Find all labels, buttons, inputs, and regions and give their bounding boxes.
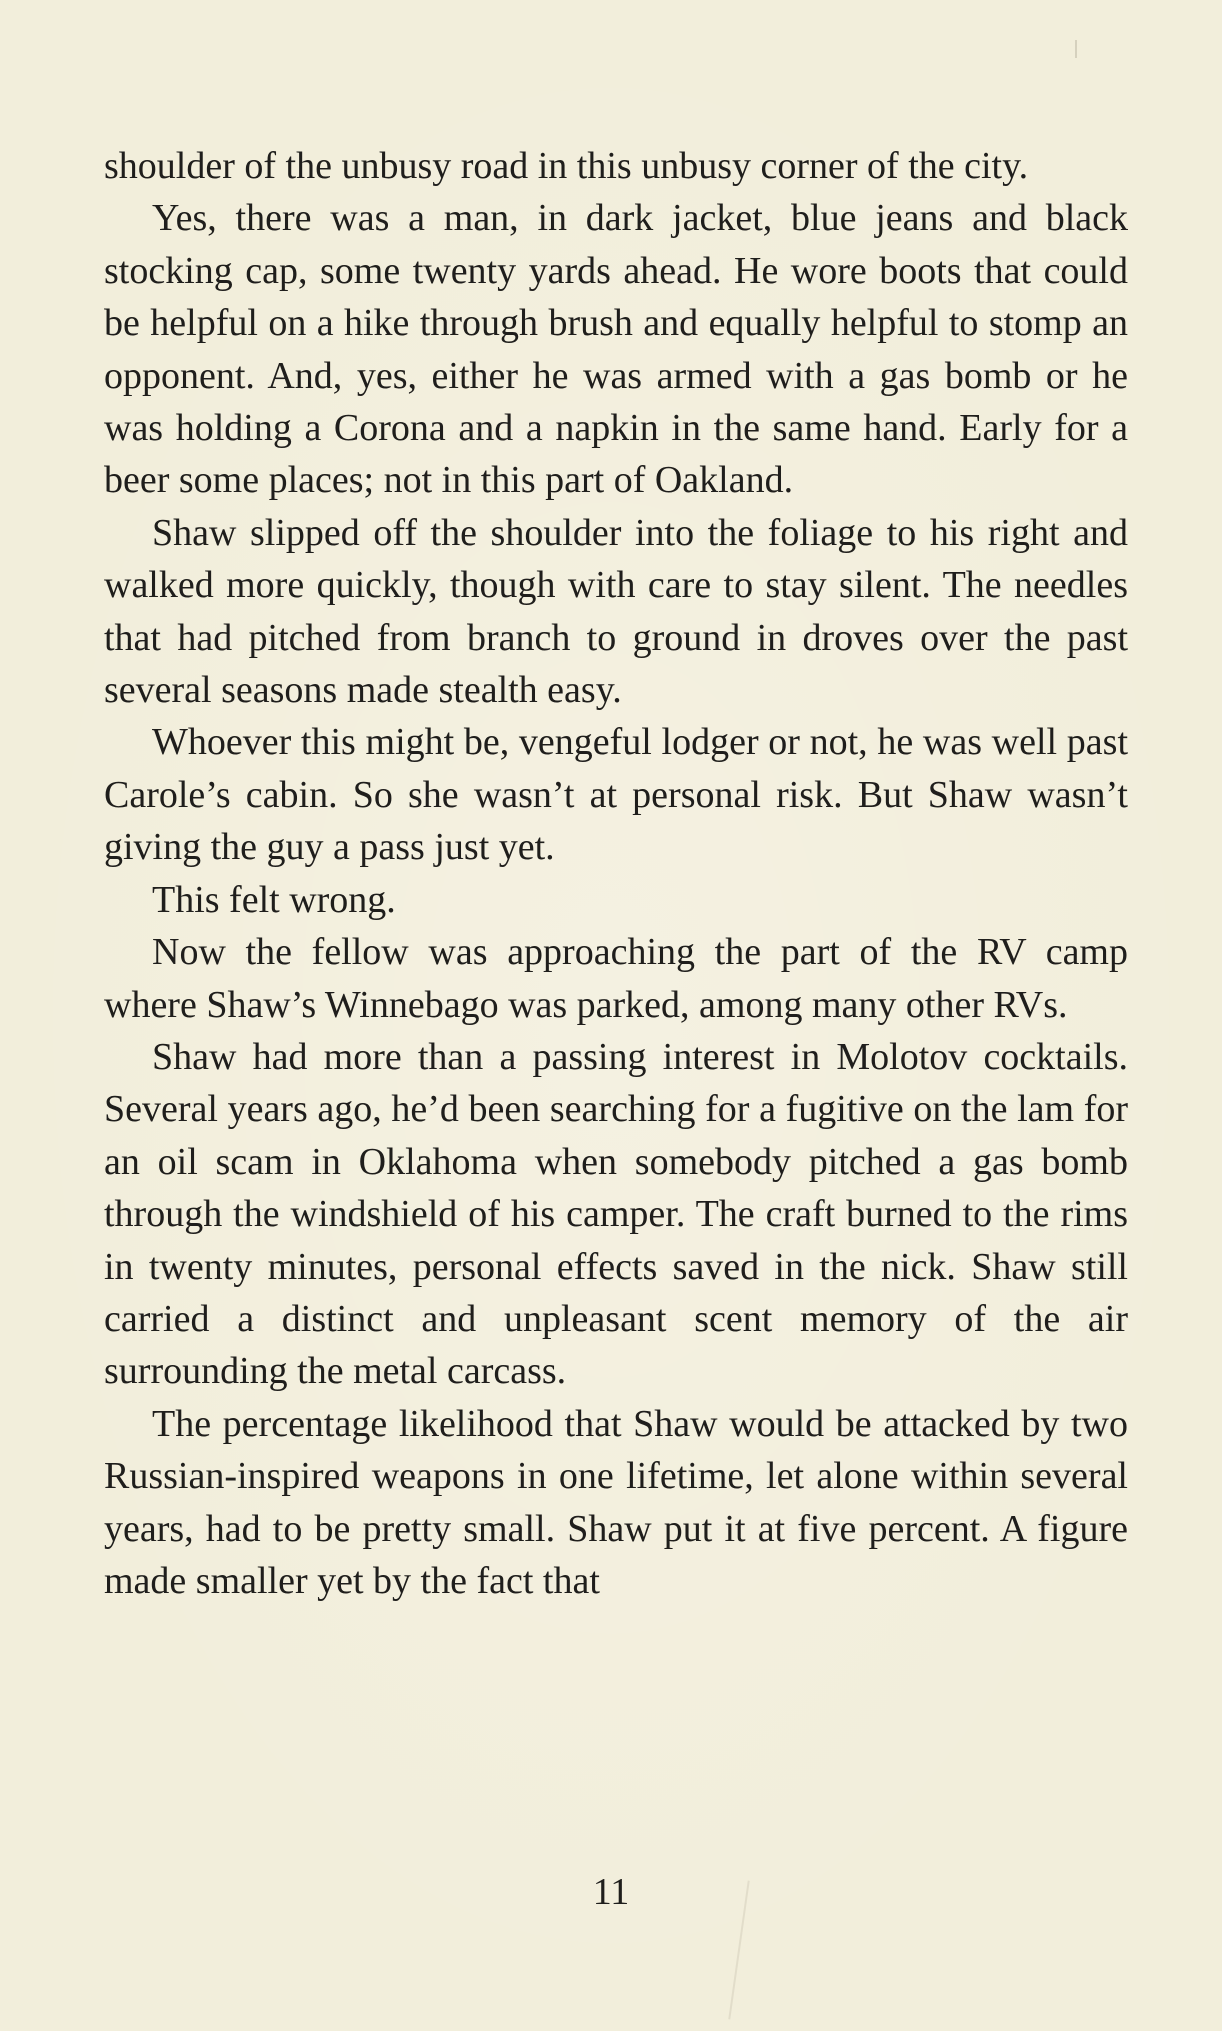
scan-mark bbox=[1075, 40, 1077, 58]
paragraph: shoulder of the unbusy road in this unbusy corner of the city. bbox=[104, 145, 1029, 187]
paragraph: Now the fellow was approaching the part of the RV camp where Shaw’s Winnebago was parked, among many other RVs. bbox=[104, 931, 1128, 1026]
paragraph: The percentage likelihood that Shaw would be attacked by two Russian-inspired weapons in one lifetime, let alone within several years, had to be pretty small. Shaw put it at five percent. A figure made smaller yet by the fact that bbox=[104, 1402, 1128, 1602]
page-number: 11 bbox=[592, 1871, 630, 1913]
paragraph: Yes, there was a man, in dark jacket, blue jeans and black stocking cap, some twenty yards ahead. He wore boots that could be helpful on a hike through brush and equally helpful to stomp an opponent. And, yes, either he was armed with a gas bomb or he was holding a Corona and a napkin in the same hand. Early for a beer some places; not in this part of Oakland. bbox=[104, 197, 1128, 502]
paragraph: Whoever this might be, vengeful lodger or not, he was well past Carole’s cabin. So she wasn’t at personal risk. But Shaw wasn’t giving the guy a pass just yet. bbox=[104, 721, 1128, 869]
paragraph: Shaw had more than a passing interest in Molotov cocktails. Several years ago, he’d been searching for a fugitive on the lam for an oil scam in Oklahoma when somebody pitched a gas bomb through the windshield of his camper. The craft burned to the rims in twenty minutes, personal effects saved in the nick. Shaw still carried a distinct and unpleasant scent memory of the air surrounding the metal carcass. bbox=[104, 1035, 1128, 1393]
paragraph: Shaw slipped off the shoulder into the foliage to his right and walked more quickly, though with care to stay silent. The needles that had pitched from branch to ground in droves over the past several seasons made stealth easy. bbox=[104, 511, 1128, 712]
body-text bbox=[104, 140, 1128, 1607]
paragraph: This felt wrong. bbox=[152, 878, 396, 921]
